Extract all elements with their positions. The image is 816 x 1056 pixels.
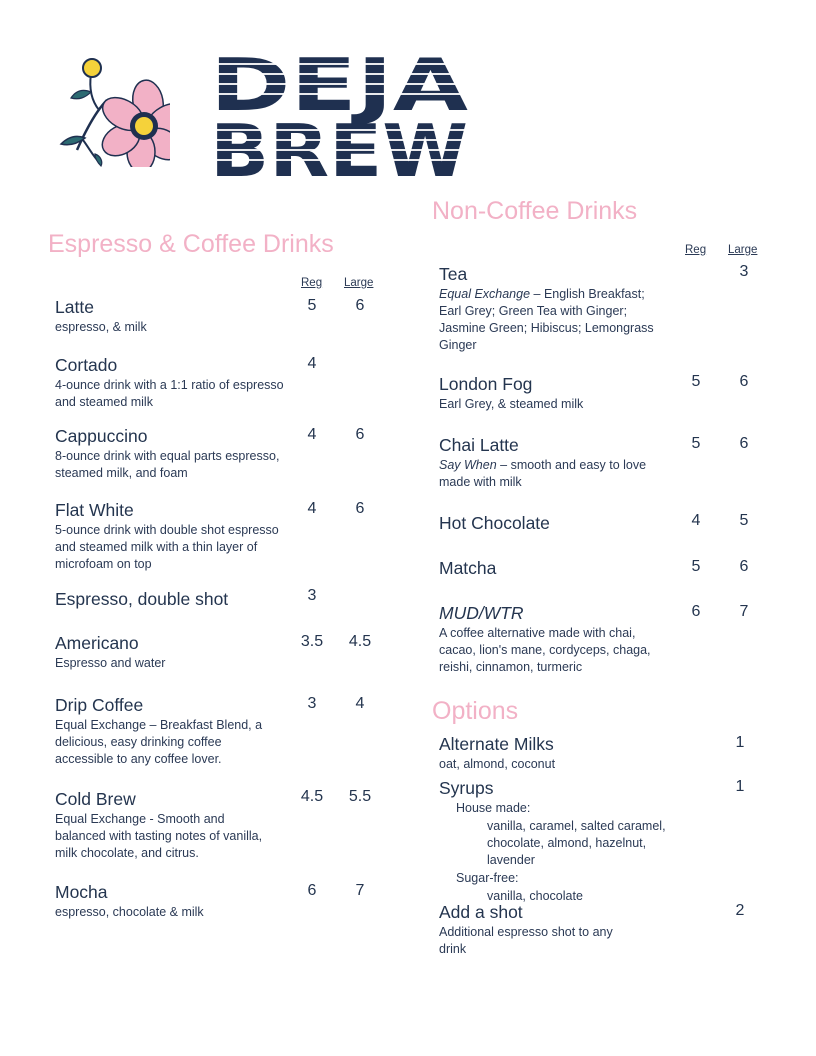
item-desc-text: – smooth and easy to love made with milk (439, 458, 647, 489)
price-reg: 5 (691, 373, 701, 390)
price-large: 5 (739, 512, 749, 529)
price-reg: 4 (307, 426, 317, 443)
item-desc: 5-ounce drink with double shot espresso and steamed milk with a thin layer of microfoam on top (55, 523, 279, 571)
menu-item (55, 788, 269, 862)
price-reg: 4 (307, 355, 317, 372)
option-price: 1 (735, 734, 745, 751)
option-desc: Additional espresso shot to any drink (439, 925, 613, 956)
col-head-large: Large (728, 244, 758, 256)
item-name: Cortado (55, 355, 118, 375)
item-name: London Fog (439, 374, 533, 394)
menu-item (55, 296, 285, 336)
menu-item (55, 881, 285, 921)
item-name: Drip Coffee (55, 695, 144, 715)
option-desc: oat, almond, coconut (439, 757, 556, 771)
item-name: Cappuccino (55, 426, 148, 446)
item-name: Espresso, double shot (55, 589, 229, 609)
price-large: 6 (355, 297, 365, 314)
menu-item (439, 557, 669, 579)
menu-item (55, 632, 285, 672)
item-desc: 8-ounce drink with equal parts espresso, steamed milk, and foam (55, 449, 280, 480)
item-desc: 4-ounce drink with a 1:1 ratio of espresso and steamed milk (55, 378, 284, 409)
logo-line-2: BREW (210, 109, 468, 178)
deja-brew-logo (210, 52, 470, 178)
price-reg: 6 (307, 882, 317, 899)
menu-item (439, 263, 667, 354)
item-name: Latte (55, 297, 94, 317)
item-name: Americano (55, 633, 139, 653)
price-large: 4.5 (348, 633, 372, 650)
col-head-large: Large (344, 277, 374, 289)
price-reg: 6 (691, 603, 701, 620)
menu-item (55, 354, 285, 411)
option-price: 2 (735, 902, 745, 919)
price-large: 6 (355, 426, 365, 443)
menu-item (439, 602, 669, 676)
item-desc: espresso, chocolate & milk (55, 905, 204, 919)
item-name: Matcha (439, 558, 497, 578)
price-large: 5.5 (348, 788, 372, 805)
menu-item (55, 694, 283, 768)
item-name: MUD/WTR (439, 603, 524, 623)
item-desc-brand: Say When (439, 458, 497, 472)
syrup-house-label: House made: (456, 801, 531, 815)
option-name: Alternate Milks (439, 734, 554, 754)
item-desc: espresso, & milk (55, 320, 147, 334)
item-name: Hot Chocolate (439, 513, 550, 533)
menu-item (439, 512, 669, 534)
price-large: 7 (739, 603, 749, 620)
item-desc: Equal Exchange – Breakfast Blend, a delicious, easy drinking coffee accessible to any coffee lover. (55, 718, 263, 766)
price-large: 7 (355, 882, 365, 899)
price-large: 6 (739, 435, 749, 452)
col-head-reg: Reg (685, 244, 707, 256)
price-reg: 4.5 (300, 788, 324, 805)
price-reg: 5 (691, 558, 701, 575)
item-desc: Espresso and water (55, 656, 166, 670)
menu-item (55, 499, 285, 573)
price-reg: 3 (307, 695, 317, 712)
item-name: Chai Latte (439, 435, 519, 455)
syrup-sugarfree-list: vanilla, chocolate (487, 889, 583, 903)
item-desc-text: – English Breakfast; Earl Grey; Green Tea with Ginger; Jasmine Green; Hibiscus; Lemongrass Ginger (439, 287, 654, 352)
item-desc (439, 457, 667, 491)
price-reg: 4 (691, 512, 701, 529)
col-head-reg: Reg (301, 277, 323, 289)
menu-item (55, 425, 285, 482)
item-name: Cold Brew (55, 789, 136, 809)
logo-line-1: DEJA (210, 52, 469, 127)
price-reg: 4 (307, 500, 317, 517)
option-name: Syrups (439, 778, 494, 798)
option-name: Add a shot (439, 902, 523, 922)
option-price: 1 (735, 778, 745, 795)
menu-item (55, 588, 295, 610)
item-desc: A coffee alternative made with chai, cacao, lion's mane, cordyceps, chaga, reishi, cinnamon, turmeric (439, 626, 651, 674)
price-reg: 5 (691, 435, 701, 452)
price-reg: 3.5 (300, 633, 324, 650)
option-item (439, 733, 669, 773)
price-reg: 3 (307, 587, 317, 604)
option-item (439, 901, 639, 958)
item-desc: Earl Grey, & steamed milk (439, 397, 584, 411)
price-reg: 5 (307, 297, 317, 314)
section-title-noncoffee: Non-Coffee Drinks (432, 197, 638, 225)
menu-item (439, 373, 669, 413)
syrup-house-list: vanilla, caramel, salted caramel, chocolate, almond, hazelnut, lavender (487, 819, 666, 867)
section-title-espresso: Espresso & Coffee Drinks (48, 230, 334, 258)
item-name: Mocha (55, 882, 108, 902)
item-desc: Equal Exchange - Smooth and balanced with tasting notes of vanilla, milk chocolate, and citrus. (55, 812, 263, 860)
price-large: 4 (355, 695, 365, 712)
syrup-sugarfree-label: Sugar-free: (456, 871, 519, 885)
item-desc-brand: Equal Exchange (439, 287, 531, 301)
price-large: 6 (739, 373, 749, 390)
menu-item (439, 434, 667, 491)
price-large: 3 (739, 263, 749, 280)
price-large: 6 (355, 500, 365, 517)
option-item (439, 777, 671, 905)
item-name: Flat White (55, 500, 134, 520)
price-large: 6 (739, 558, 749, 575)
flower-logo-icon (55, 52, 170, 167)
section-title-options: Options (432, 697, 519, 725)
item-name: Tea (439, 264, 468, 284)
item-desc (439, 286, 667, 354)
